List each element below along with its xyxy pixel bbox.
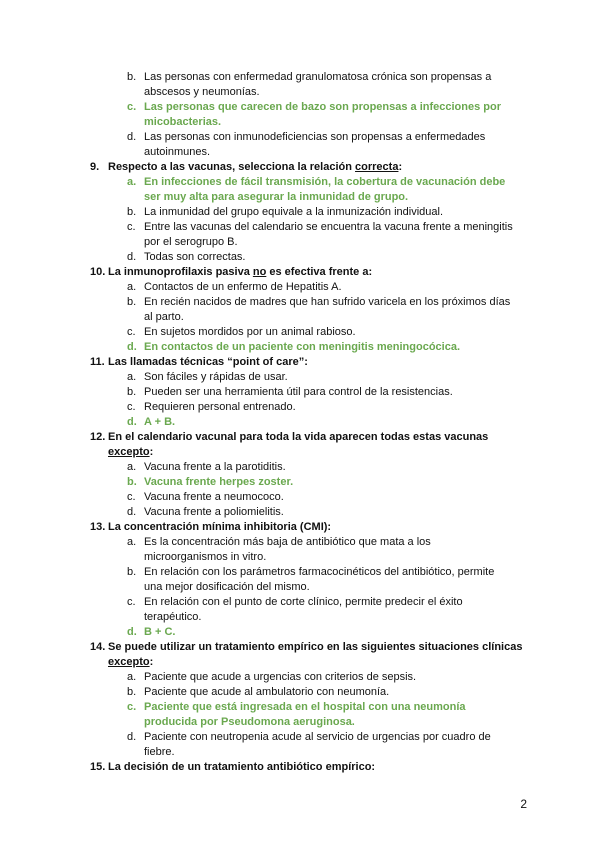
option-text: En contactos de un paciente con meningitis meningocócica. (144, 341, 461, 353)
q10-option-a (90, 280, 530, 295)
option-letter: a. (127, 281, 137, 293)
q9-question (90, 160, 530, 175)
q14-option-c-correct (90, 700, 530, 730)
page-number: 2 (520, 797, 527, 811)
q14-question-continued (90, 655, 530, 670)
question-text: En el calendario vacunal para toda la vida aparecen todas estas vacunas (108, 431, 489, 443)
question-number: 14. (90, 641, 106, 653)
question-text-end: : (149, 656, 154, 668)
option-text: Contactos de un enfermo de Hepatitis A. (144, 281, 342, 293)
option-text: Entre las vacunas del calendario se encuentra la vacuna frente a meningitis por el serogrupo B. (144, 221, 513, 248)
option-letter: c. (127, 221, 136, 233)
q10-option-b (90, 295, 530, 325)
option-text: Es la concentración más baja de antibiótico que mata a los microorganismos in vitro. (144, 536, 431, 563)
question-list (90, 70, 530, 775)
option-letter: c. (127, 596, 136, 608)
question-emphasis: excepto (108, 446, 150, 458)
q12-option-d (90, 505, 530, 520)
option-letter: b. (127, 386, 137, 398)
option-letter: c. (127, 101, 137, 113)
q13-option-c (90, 595, 530, 625)
option-text: Todas son correctas. (144, 251, 246, 263)
option-text: B + C. (144, 626, 176, 638)
q12-question-continued (90, 445, 530, 460)
question-emphasis: correcta (355, 161, 399, 173)
option-letter: b. (127, 476, 137, 488)
question-text: Se puede utilizar un tratamiento empírico en las siguientes situaciones clínicas (108, 641, 523, 653)
option-text: Paciente que está ingresada en el hospital con una neumonía producida por Pseudomona aeruginosa. (144, 701, 466, 728)
option-letter: a. (127, 371, 137, 383)
option-text: En infecciones de fácil transmisión, la cobertura de vacunación debe ser muy alta para asegurar la inmunidad de grupo. (144, 176, 506, 203)
option-text: Vacuna frente a neumococo. (144, 491, 284, 503)
q14-question (90, 640, 530, 655)
option-letter: d. (127, 416, 137, 428)
q8-option-c-correct (90, 100, 530, 130)
question-number: 15. (90, 761, 106, 773)
option-letter: d. (127, 341, 137, 353)
option-letter: d. (127, 731, 137, 743)
question-text-end: : (398, 161, 403, 173)
option-text: Paciente que acude al ambulatorio con neumonía. (144, 686, 390, 698)
question-text: Las llamadas técnicas “point of care”: (108, 356, 308, 368)
q9-option-b (90, 205, 530, 220)
option-text: Paciente que acude a urgencias con criterios de sepsis. (144, 671, 417, 683)
q8-option-d (90, 130, 530, 160)
question-number: 12. (90, 431, 106, 443)
question-text: Respecto a las vacunas, selecciona la relación (108, 161, 356, 173)
option-letter: d. (127, 251, 137, 263)
question-text-end: es efectiva frente a: (266, 266, 373, 278)
option-text: Las personas con enfermedad granulomatosa crónica son propensas a abscesos y neumonías. (144, 71, 492, 98)
option-letter: a. (127, 671, 137, 683)
question-text-end: : (149, 446, 154, 458)
q9-option-c (90, 220, 530, 250)
q9-option-a-correct (90, 175, 530, 205)
question-number: 10. (90, 266, 106, 278)
question-emphasis: no (252, 266, 267, 278)
q13-option-d-correct (90, 625, 530, 640)
option-letter: c. (127, 326, 136, 338)
q12-option-a (90, 460, 530, 475)
q12-question (90, 430, 530, 445)
option-text: Son fáciles y rápidas de usar. (144, 371, 288, 383)
option-letter: a. (127, 176, 137, 188)
option-letter: d. (127, 506, 137, 518)
option-text: Vacuna frente a poliomielitis. (144, 506, 284, 518)
option-letter: c. (127, 701, 137, 713)
option-text: La inmunidad del grupo equivale a la inmunización individual. (144, 206, 444, 218)
option-letter: b. (127, 566, 137, 578)
option-text: Las personas con inmunodeficiencias son propensas a enfermedades autoinmunes. (144, 131, 486, 158)
q10-option-c (90, 325, 530, 340)
option-letter: a. (127, 536, 137, 548)
q10-option-d-correct (90, 340, 530, 355)
option-text: Vacuna frente herpes zoster. (144, 476, 294, 488)
question-text: La inmunoprofilaxis pasiva (108, 266, 253, 278)
option-text: Las personas que carecen de bazo son propensas a infecciones por micobacterias. (144, 101, 502, 128)
q13-question (90, 520, 530, 535)
option-letter: d. (127, 626, 137, 638)
q14-option-a (90, 670, 530, 685)
question-number: 13. (90, 521, 106, 533)
q13-option-a (90, 535, 530, 565)
option-text: Paciente con neutropenia acude al servicio de urgencias por cuadro de fiebre. (144, 731, 491, 758)
q12-option-c (90, 490, 530, 505)
q11-option-a (90, 370, 530, 385)
q11-option-b (90, 385, 530, 400)
q10-question (90, 265, 530, 280)
option-text: Pueden ser una herramienta útil para control de la resistencias. (144, 386, 453, 398)
option-letter: b. (127, 296, 137, 308)
option-text: A + B. (144, 416, 176, 428)
option-letter: b. (127, 686, 137, 698)
option-text: En recién nacidos de madres que han sufrido varicela en los próximos días al parto. (144, 296, 511, 323)
option-text: En relación con los parámetros farmacocinéticos del antibiótico, permite una mejor dosificación del mismo. (144, 566, 495, 593)
q14-option-b (90, 685, 530, 700)
q11-option-d-correct (90, 415, 530, 430)
q14-option-d (90, 730, 530, 760)
q8-option-b (90, 70, 530, 100)
option-letter: a. (127, 461, 137, 473)
question-emphasis: excepto (108, 656, 150, 668)
q11-question (90, 355, 530, 370)
option-letter: d. (127, 131, 137, 143)
q15-question (90, 760, 530, 775)
option-text: Requieren personal entrenado. (144, 401, 296, 413)
question-text: La decisión de un tratamiento antibiótico empírico: (108, 761, 376, 773)
question-number: 9. (90, 161, 100, 173)
option-text: Vacuna frente a la parotiditis. (144, 461, 286, 473)
option-letter: b. (127, 206, 137, 218)
option-text: En sujetos mordidos por un animal rabioso. (144, 326, 356, 338)
q11-option-c (90, 400, 530, 415)
option-text: En relación con el punto de corte clínico, permite predecir el éxito terapéutico. (144, 596, 463, 623)
q12-option-b-correct (90, 475, 530, 490)
option-letter: c. (127, 491, 136, 503)
q13-option-b (90, 565, 530, 595)
q9-option-d (90, 250, 530, 265)
option-letter: b. (127, 71, 137, 83)
question-number: 11. (90, 356, 105, 368)
option-letter: c. (127, 401, 136, 413)
question-text: La concentración mínima inhibitoria (CMI): (108, 521, 332, 533)
